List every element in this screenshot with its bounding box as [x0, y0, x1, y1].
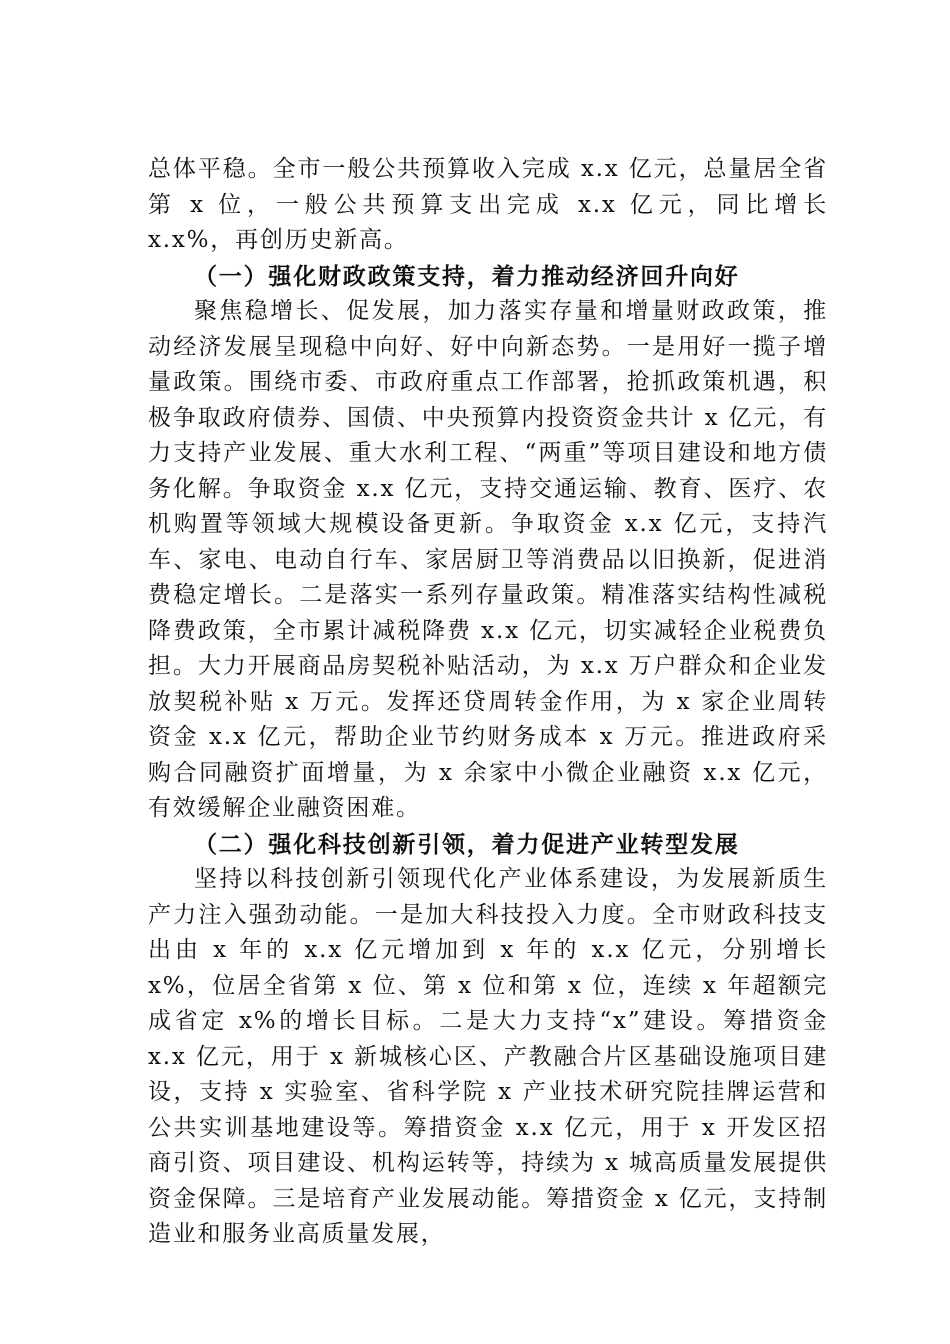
paragraph-section-1: 聚焦稳增长、促发展，加力落实存量和增量财政政策，推动经济发展呈现稳中向好、好中向新态势。一是用好一揽子增量政策。围绕市委、市政府重点工作部署，抢抓政策机遇，积极争取政府债券、国债、中央预算内投资资金共计 x 亿元，有力支持产业发展、重大水利工程、“两重”等项目建设和地方债务化解。争取资金 x.x 亿元，支持交通运输、教育、医疗、农机购置等领域大规模设备更新。争取资金 x.x 亿元，支持汽车、家电、电动自行车、家居厨卫等消费品以旧换新，促进消费稳定增长。二是落实一系列存量政策。精准落实结构性减税降费政策，全市累计减税降费 x.x 亿元，切实减轻企业税费负担。大力开展商品房契税补贴活动，为 x.x 万户群众和企业发放契税补贴 x 万元。发挥还贷周转金作用，为 x 家企业周转资金 x.x 亿元，帮助企业节约财务成本 x 万元。推进政府采购合同融资扩面增量，为 x 余家中小微企业融资 x.x 亿元，有效缓解企业融资困难。	[148, 298, 828, 821]
section-heading-2: （二）强化科技创新引领，着力促进产业转型发展	[194, 830, 740, 858]
paragraph-section-2: 坚持以科技创新引领现代化产业体系建设，为发展新质生产力注入强劲动能。一是加大科技投入力度。全市财政科技支出由 x 年的 x.x 亿元增加到 x 年的 x.x 亿元，分别增长 x%，位居全省第 x 位、第 x 位和第 x 位，连续 x 年超额完成省定 x%的增长目标。二是大力支持“x”建设。筹措资金 x.x 亿元，用于 x 新城核心区、产教融合片区基础设施项目建设，支持 x 实验室、省科学院 x 产业技术研究院挂牌运营和公共实训基地建设等。筹措资金 x.x 亿元，用于 x 开发区招商引资、项目建设、机构运转等，持续为 x 城高质量发展提供资金保障。三是培育产业发展动能。筹措资金 x 亿元，支持制造业和服务业高质量发展，	[148, 866, 828, 1247]
paragraph-continued: 总体平稳。全市一般公共预算收入完成 x.x 亿元，总量居全省第 x 位，一般公共预算支出完成 x.x 亿元，同比增长 x.x%，再创历史新高。	[148, 156, 828, 253]
document-body	[148, 152, 828, 1253]
section-heading-1: （一）强化财政政策支持，着力推动经济回升向好	[194, 262, 740, 290]
